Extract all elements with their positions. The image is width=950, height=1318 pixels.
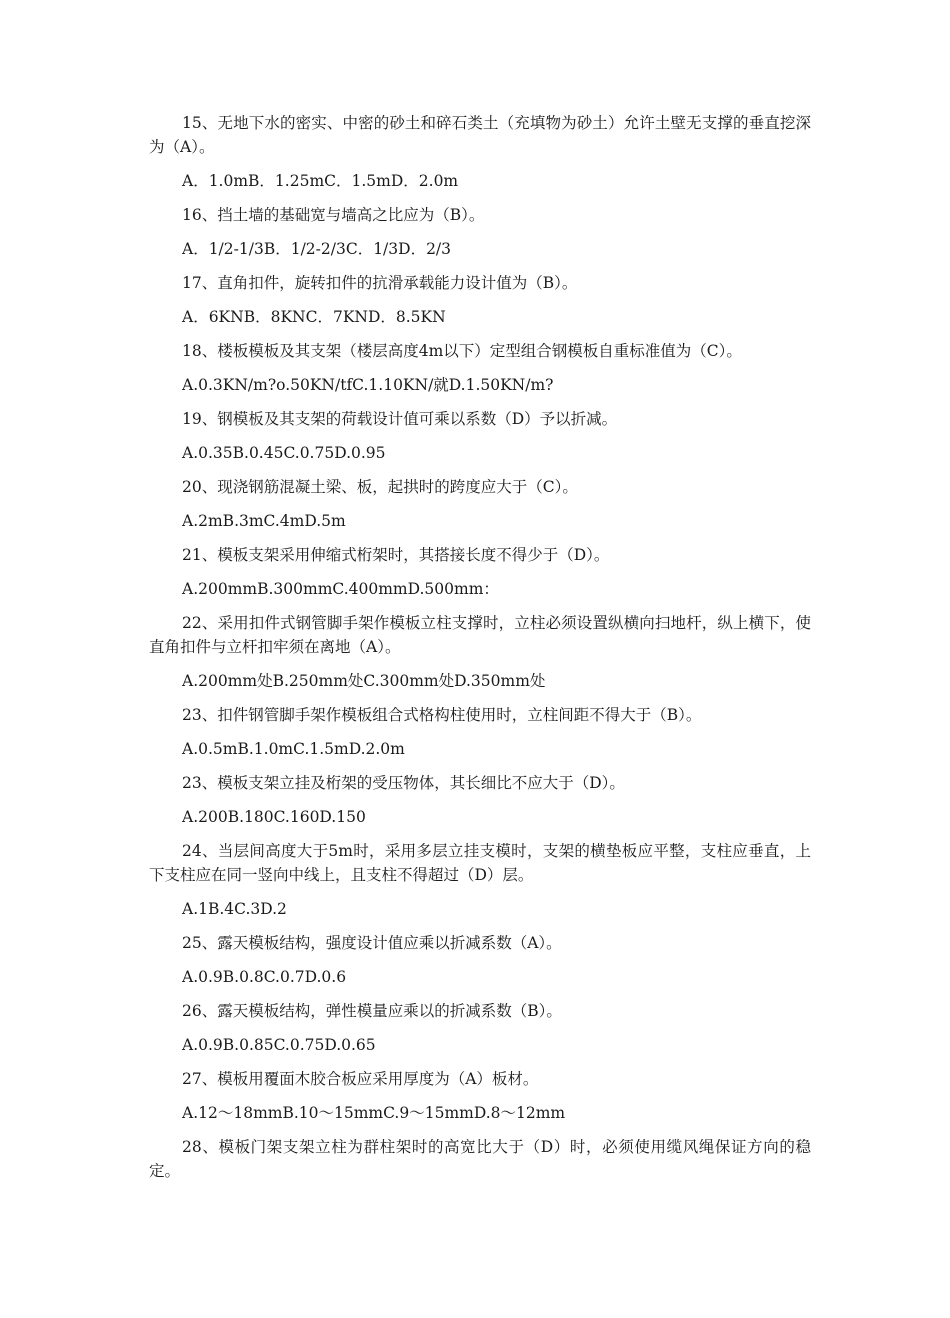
question-text: 27、模板用覆面木胶合板应采用厚度为（A）板材。 bbox=[182, 1070, 539, 1088]
answer-options: A．6KNB．8KNC．7KND．8.5KN bbox=[182, 308, 446, 326]
answer-options: A．1/2-1/3B．1/2-2/3C．1/3D．2/3 bbox=[182, 240, 452, 258]
question-list bbox=[149, 111, 811, 1183]
answer-options: A．1.0mB．1.25mC．1.5mD．2.0m bbox=[182, 172, 459, 190]
spacer bbox=[149, 829, 811, 839]
spacer bbox=[149, 887, 811, 897]
answer-options: A.1B.4C.3D.2 bbox=[182, 900, 287, 918]
question-text: 18、楼板模板及其支架（楼层高度4m以下）定型组合钢模板自重标准值为（C）。 bbox=[182, 342, 742, 360]
spacer bbox=[149, 955, 811, 965]
answer-options: A.200mmB.300mmC.400mmD.500mm： bbox=[182, 580, 499, 598]
question-text: 26、露天模板结构，弹性模量应乘以的折减系数（B）。 bbox=[182, 1002, 562, 1020]
answer-options: A.0.9B.0.85C.0.75D.0.65 bbox=[182, 1036, 376, 1054]
question-text: 24、当层间高度大于5m时，采用多层立挂支模时，支架的横垫板应平整，支柱应垂直，上下支柱应在同一竖向中线上，且支柱不得超过（D）层。 bbox=[149, 842, 811, 884]
question-item bbox=[149, 703, 811, 771]
question-text: 23、扣件钢管脚手架作模板组合式格构柱使用时，立柱间距不得大于（B）。 bbox=[182, 706, 702, 724]
question-text: 15、无地下水的密实、中密的砂土和碎石类土（充填物为砂土）允许土壁无支撑的垂直挖深为（A）。 bbox=[149, 114, 811, 156]
spacer bbox=[149, 921, 811, 931]
question-item bbox=[149, 203, 811, 271]
question-item bbox=[149, 111, 811, 203]
spacer bbox=[149, 1091, 811, 1101]
answer-options: A.200B.180C.160D.150 bbox=[182, 808, 366, 826]
spacer bbox=[149, 567, 811, 577]
question-item bbox=[149, 999, 811, 1067]
spacer bbox=[149, 693, 811, 703]
spacer bbox=[149, 227, 811, 237]
spacer bbox=[149, 295, 811, 305]
question-item bbox=[149, 543, 811, 611]
spacer bbox=[149, 601, 811, 611]
spacer bbox=[149, 761, 811, 771]
question-item bbox=[149, 931, 811, 999]
spacer bbox=[149, 1057, 811, 1067]
question-text: 28、模板门架支架立柱为群柱架时的高宽比大于（D）时，必须使用缆风绳保证方向的稳定。 bbox=[149, 1138, 811, 1180]
spacer bbox=[149, 363, 811, 373]
question-item bbox=[149, 1135, 811, 1183]
spacer bbox=[149, 431, 811, 441]
answer-options: A.0.35B.0.45C.0.75D.0.95 bbox=[182, 444, 386, 462]
question-item bbox=[149, 1067, 811, 1135]
spacer bbox=[149, 329, 811, 339]
question-item bbox=[149, 611, 811, 703]
question-item bbox=[149, 407, 811, 475]
answer-options: A.12〜18mmB.10〜15mmC.9〜15mmD.8〜12mm bbox=[182, 1104, 566, 1122]
question-item bbox=[149, 771, 811, 839]
question-item bbox=[149, 839, 811, 931]
spacer bbox=[149, 1023, 811, 1033]
question-text: 25、露天模板结构，强度设计值应乘以折减系数（A）。 bbox=[182, 934, 562, 952]
question-text: 21、模板支架采用伸缩式桁架时，其搭接长度不得少于（D）。 bbox=[182, 546, 610, 564]
spacer bbox=[149, 989, 811, 999]
spacer bbox=[149, 499, 811, 509]
question-text: 23、模板支架立挂及桁架的受压物体，其长细比不应大于（D）。 bbox=[182, 774, 625, 792]
spacer bbox=[149, 1125, 811, 1135]
question-text: 17、直角扣件，旋转扣件的抗滑承载能力设计值为（B）。 bbox=[182, 274, 578, 292]
spacer bbox=[149, 465, 811, 475]
spacer bbox=[149, 159, 811, 169]
spacer bbox=[149, 397, 811, 407]
spacer bbox=[149, 795, 811, 805]
spacer bbox=[149, 727, 811, 737]
answer-options: A.2mB.3mC.4mD.5m bbox=[182, 512, 346, 530]
spacer bbox=[149, 659, 811, 669]
spacer bbox=[149, 533, 811, 543]
answer-options: A.0.3KN/m?o.50KN/tfC.1.10KN/就D.1.50KN/m? bbox=[182, 376, 554, 394]
question-item bbox=[149, 339, 811, 407]
spacer bbox=[149, 261, 811, 271]
spacer bbox=[149, 193, 811, 203]
question-text: 16、挡土墙的基础宽与墙高之比应为（B）。 bbox=[182, 206, 485, 224]
question-item bbox=[149, 475, 811, 543]
question-item bbox=[149, 271, 811, 339]
answer-options: A.0.9B.0.8C.0.7D.0.6 bbox=[182, 968, 347, 986]
question-text: 20、现浇钢筋混凝土梁、板，起拱时的跨度应大于（C）。 bbox=[182, 478, 578, 496]
answer-options: A.200mm处B.250mm处C.300mm处D.350mm处 bbox=[182, 672, 546, 690]
answer-options: A.0.5mB.1.0mC.1.5mD.2.0m bbox=[182, 740, 405, 758]
question-text: 22、采用扣件式钢管脚手架作模板立柱支撑时，立柱必须设置纵横向扫地杆，纵上横下，使直角扣件与立杆扣牢须在离地（A）。 bbox=[149, 614, 811, 656]
question-text: 19、钢模板及其支架的荷载设计值可乘以系数（D）予以折减。 bbox=[182, 410, 618, 428]
